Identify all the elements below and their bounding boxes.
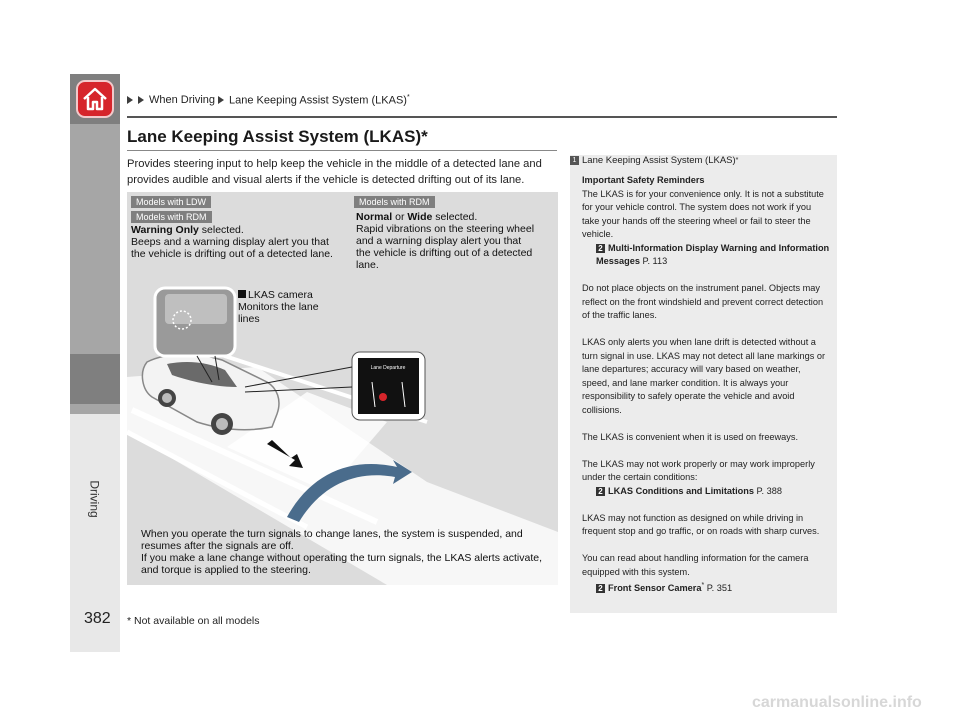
breadcrumb <box>127 94 410 107</box>
footnote: * Not available on all models <box>127 615 260 627</box>
xref-arrow-icon: 2 <box>596 244 605 253</box>
notes-body: Important Safety Reminders The LKAS is for your convenience only. It is not a substitute for your vehicle control. The system does not work if you take your hands off the steering wheel or fail to steer the vehicle. 2 Multi-Information Display Warning and Information Messages P. 113 Do not place objects on the instrument panel. Objects may reflect on the front windshield and prevent correct detection of the traffic lanes. LKAS only alerts you when lane drift is detected without a turn signal in use. LKAS may not detect all lane markings or lane departures; accuracy will vary based on weather, speed, and lane marker condition. It is always your responsibility to safely operate the vehicle and avoid collisions. The LKAS is convenient when it is used on freeways. The LKAS may not work properly or may work improperly under the certain conditions: 2 LKAS Conditions and Limitations P. 388 LKAS may not function as designed on while driving in frequent stop and go traffic, or on roads with sharp curves. You can read about handling information for the camera equipped with this system. 2 Front Sensor Camera* P. 351 <box>582 174 830 609</box>
breadcrumb-item[interactable]: Lane Keeping Assist System (LKAS)* <box>229 94 410 107</box>
breadcrumb-item[interactable]: When Driving <box>149 94 216 107</box>
rdm-description: Normal or Wide selected. Rapid vibrations on the steering wheel and a warning display alert you that the vehicle is drifting out of a detected lane. <box>356 211 535 271</box>
xref-arrow-icon: 2 <box>596 584 605 593</box>
home-button[interactable] <box>76 80 114 118</box>
notes-header: 1 Lane Keeping Assist System (LKAS) * <box>570 155 738 166</box>
header-rule <box>127 116 837 118</box>
tag-models-rdm: Models with RDM <box>131 211 212 223</box>
square-bullet-icon <box>238 290 246 298</box>
intro-text: Provides steering input to help keep the vehicle in the middle of a detected lane and provides audible and visual alerts if the vehicle is detected drifting out of its lane. <box>127 158 542 186</box>
title-rule <box>127 150 557 151</box>
watermark: carmanualsonline.info <box>752 694 922 711</box>
xref-arrow-icon: 2 <box>596 487 605 496</box>
tag-models-rdm: Models with RDM <box>354 196 435 208</box>
display-text: Lane Departure <box>370 365 406 371</box>
side-tab <box>70 74 120 652</box>
home-box <box>70 74 120 124</box>
camera-label: LKAS camera Monitors the lane lines <box>238 289 319 325</box>
illustration-panel <box>127 192 558 585</box>
notes-heading: Important Safety Reminders <box>582 175 705 185</box>
side-marker <box>70 354 120 404</box>
home-icon <box>82 87 108 111</box>
tag-models-ldw: Models with LDW <box>131 196 211 208</box>
ldw-description: Warning Only selected. Beeps and a warning display alert you that the vehicle is drifting out of a detected lane. <box>131 224 333 260</box>
xref-link[interactable]: 2 LKAS Conditions and Limitations P. 388 <box>582 485 830 499</box>
breadcrumb-arrow-icon <box>218 96 224 104</box>
xref-link[interactable]: 2 Front Sensor Camera* P. 351 <box>582 579 830 596</box>
chapter-label: Driving <box>88 480 102 518</box>
xref-link[interactable]: 2 Multi-Information Display Warning and Information Messages P. 113 <box>596 242 830 266</box>
breadcrumb-arrow-icon <box>127 96 133 104</box>
page-title: Lane Keeping Assist System (LKAS)* <box>127 127 428 146</box>
page-number: 382 <box>84 610 111 627</box>
note-number: 1 <box>570 156 579 165</box>
breadcrumb-arrow-icon <box>138 96 144 104</box>
bottom-caption: When you operate the turn signals to change lanes, the system is suspended, and resumes after the signals are off. If you make a lane change without operating the turn signals, the LKAS alerts activate, and torque is applied to the steering. <box>141 528 542 576</box>
